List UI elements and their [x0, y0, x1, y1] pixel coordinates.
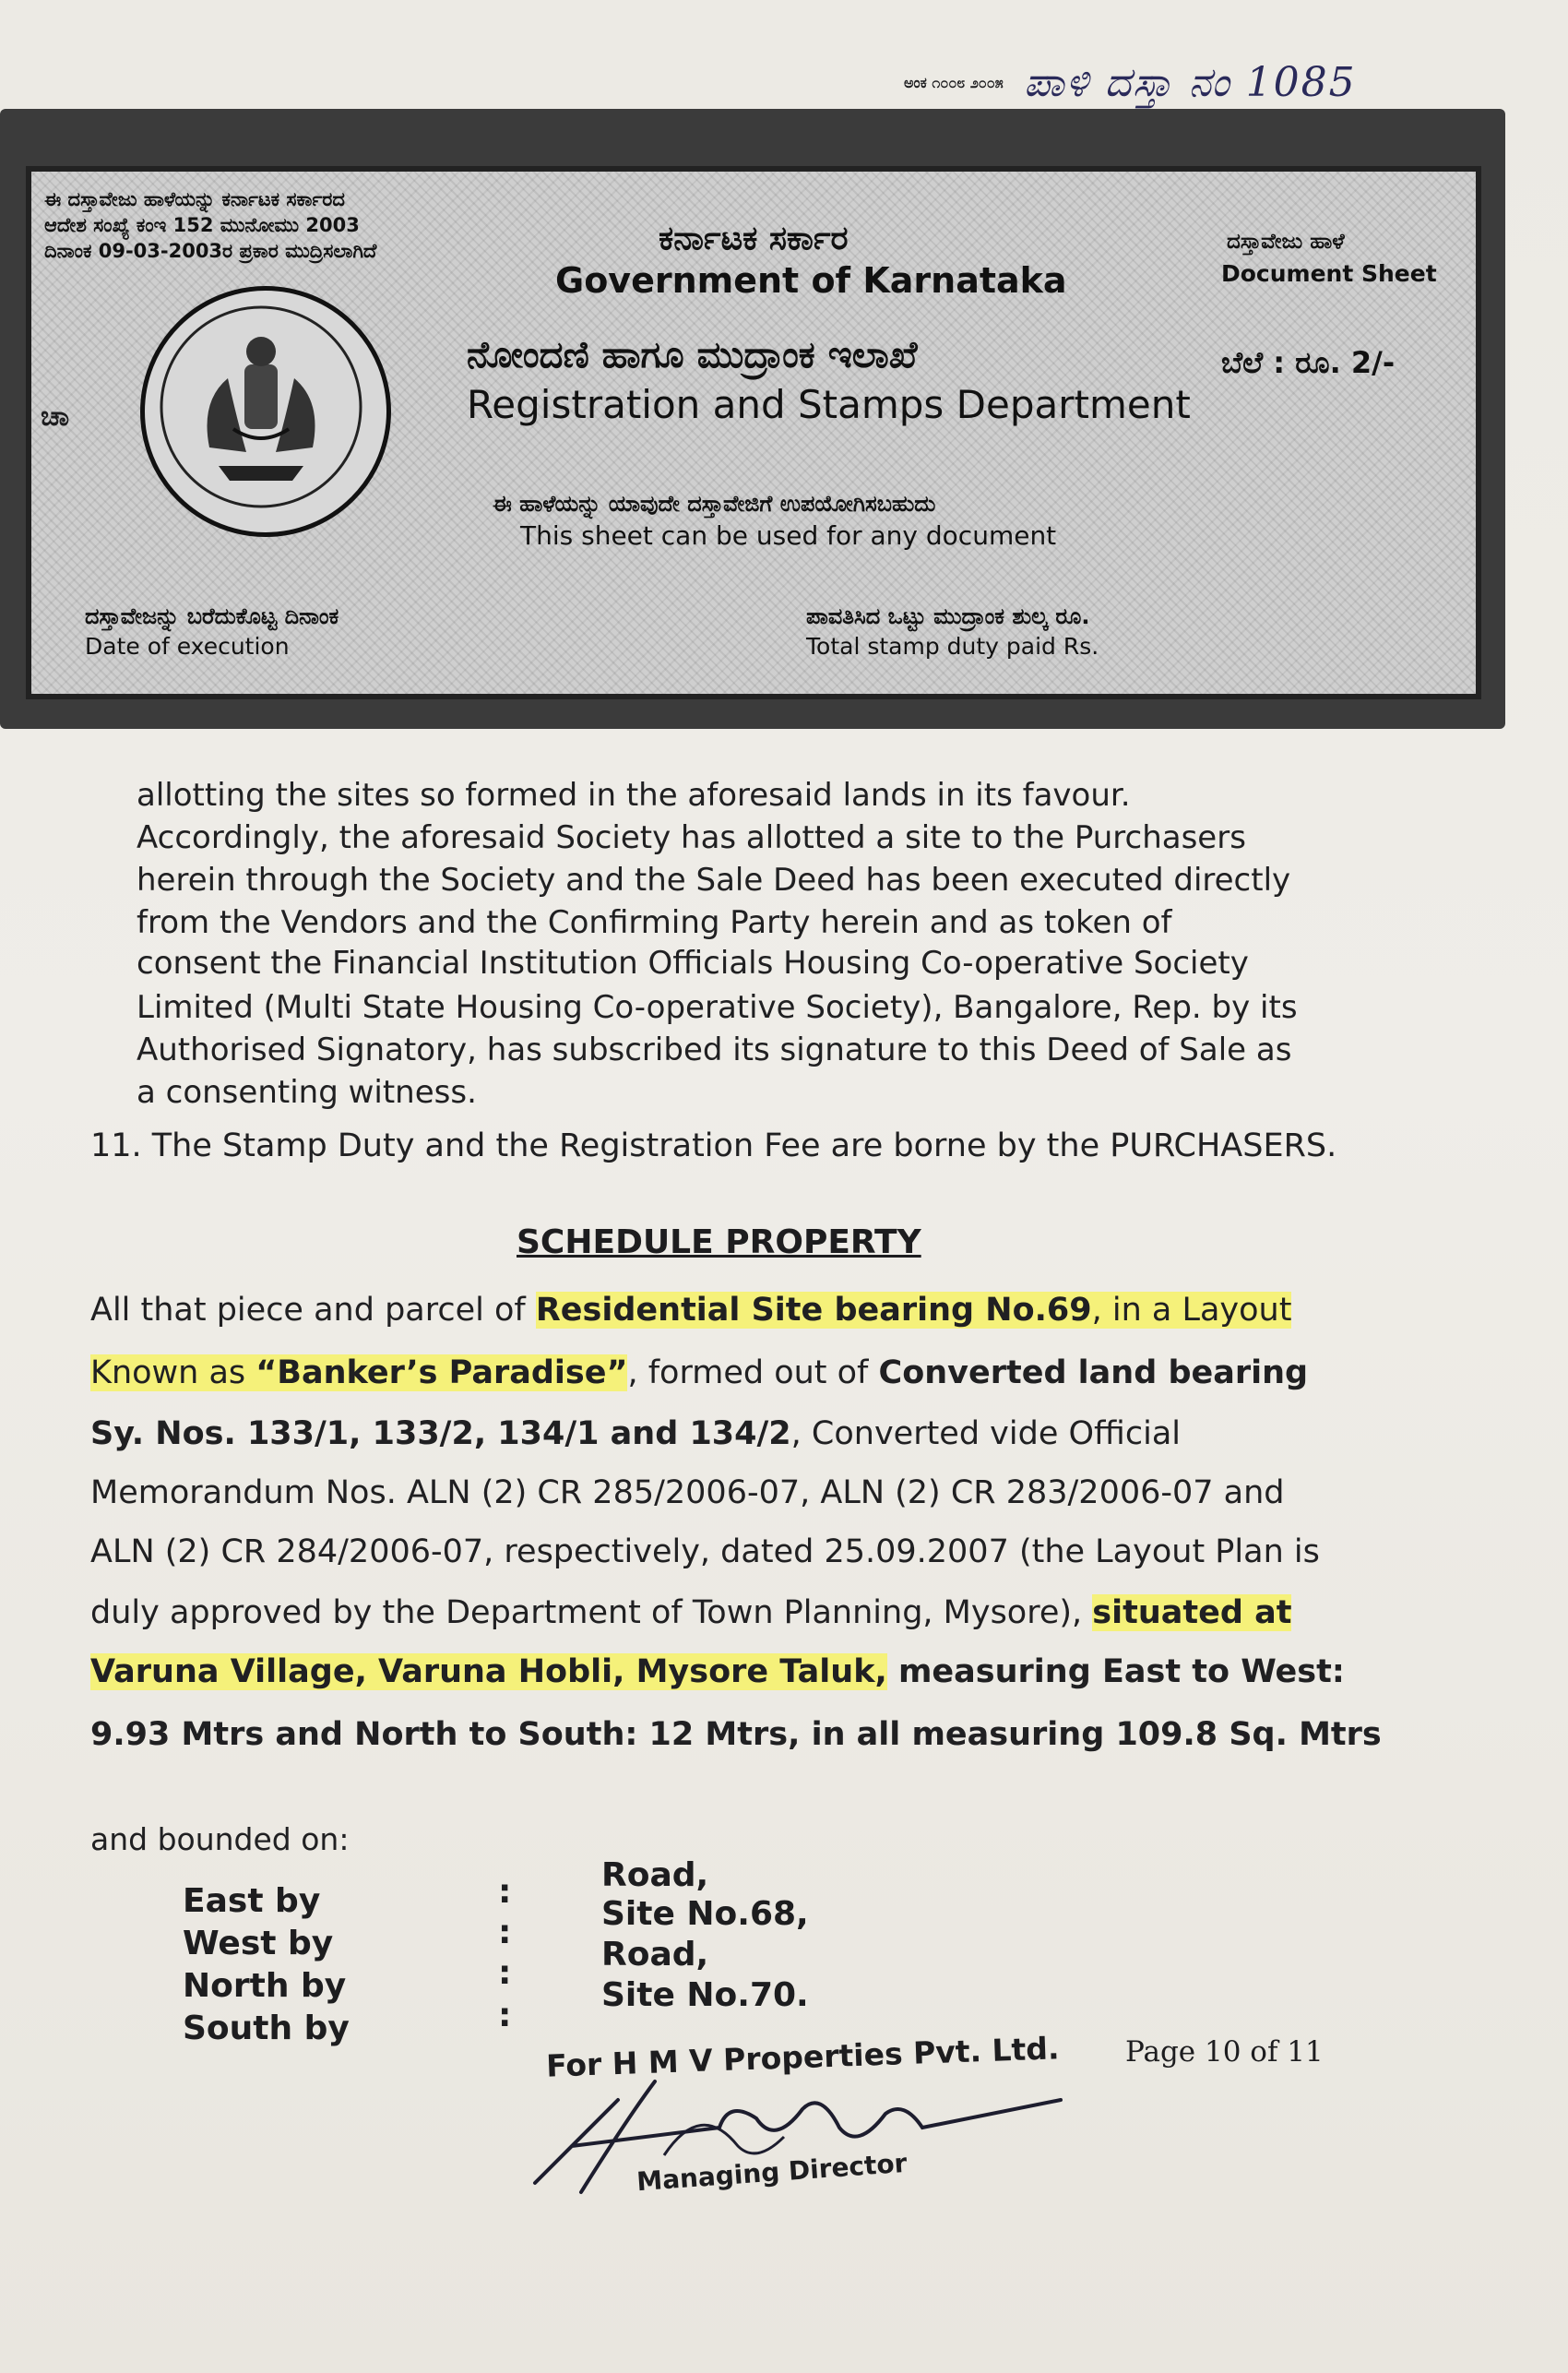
sheet-price: ಬೆಲೆ : ರೂ. 2/- [1221, 345, 1396, 380]
stamp-paper-header [0, 109, 1505, 729]
government-title-kannada: ಕರ್ನಾಟಕ ಸರ್ಕಾರ [659, 220, 849, 257]
schedule-line-2 [90, 1354, 1308, 1391]
date-of-execution-kannada: ದಸ್ತಾವೇಜನ್ನು ಬರೆದುಕೊಟ್ಟ ದಿನಾಂಕ [85, 603, 339, 629]
top-serial: ಅಂಕ ೧೦೦೮ ೨೦೦೫ [904, 74, 1004, 91]
page-number: Page 10 of 11 [1125, 2035, 1324, 2069]
schedule-text: All that piece and parcel of [90, 1292, 536, 1329]
boundary-colon: : [498, 1997, 512, 2034]
schedule-line-7 [90, 1653, 1345, 1690]
schedule-line-4: Memorandum Nos. ALN (2) CR 285/2006-07, ALN (2) CR 283/2006-07 and [90, 1474, 1285, 1511]
paragraph-line: Authorised Signatory, has subscribed its signature to this Deed of Sale as [137, 1031, 1292, 1068]
schedule-text: Known as [90, 1354, 256, 1391]
schedule-text: duly approved by the Department of Town Planning, Mysore), [90, 1594, 1093, 1631]
boundary-colon: : [498, 1873, 512, 1911]
usage-note-kannada: ಈ ಹಾಳೆಯನ್ನು ಯಾವುದೇ ದಸ್ತಾವೇಜಿಗೆ ಉಪಯೋಗಿಸಬಹುದು [493, 491, 936, 517]
boundary-colon: : [498, 1954, 512, 1992]
boundary-value: Site No.68, [601, 1895, 809, 1933]
paragraph-line: a consenting witness. [137, 1074, 477, 1111]
survey-numbers: Sy. Nos. 133/1, 133/2, 134/1 and 134/2 [90, 1415, 791, 1452]
schedule-line-9: and bounded on: [90, 1821, 350, 1857]
usage-note: This sheet can be used for any document [520, 520, 1057, 551]
schedule-line-3 [90, 1415, 1181, 1452]
government-title: Government of Karnataka [555, 260, 1067, 301]
sheet-prefix: ಚಾ [41, 400, 70, 433]
notice-line-2: ಆದೇಶ ಸಂಖ್ಯೆ ಕಂಇ 152 ಮುನೋಮು 2003 [44, 214, 360, 236]
paragraph-line: Limited (Multi State Housing Co-operative Society), Bangalore, Rep. by its [137, 989, 1298, 1026]
schedule-text: measuring East to West: [886, 1653, 1345, 1690]
department-title-kannada: ನೋಂದಣಿ ಹಾಗೂ ಮುದ್ರಾಂಕ ಇಲಾಖೆ [467, 334, 918, 376]
boundary-label: East by [183, 1882, 321, 1920]
signatory-designation: Managing Director [636, 2147, 909, 2198]
schedule-line-8: 9.93 Mtrs and North to South: 12 Mtrs, in all measuring 109.8 Sq. Mtrs [90, 1716, 1382, 1753]
stamp-duty-label: Total stamp duty paid Rs. [806, 633, 1099, 660]
paragraph-line: consent the Financial Institution Officials Housing Co-operative Society [137, 945, 1249, 982]
schedule-line-5: ALN (2) CR 284/2006-07, respectively, dated 25.09.2007 (the Layout Plan is [90, 1533, 1320, 1570]
schedule-text: , Converted vide Official [790, 1415, 1182, 1452]
paragraph-line: from the Vendors and the Confirming Party herein and as token of [137, 904, 1172, 941]
document-sheet-label: Document Sheet [1221, 260, 1437, 287]
company-seal-text: For H M V Properties Pvt. Ltd. [545, 2030, 1061, 2084]
boundary-label: West by [183, 1925, 334, 1962]
boundary-label: South by [183, 2009, 350, 2047]
site-number: Residential Site bearing No.69 [535, 1292, 1092, 1329]
clause-11: 11. The Stamp Duty and the Registration Fee are borne by the PURCHASERS. [90, 1127, 1337, 1164]
notice-line-1: ಈ ದಸ್ತಾವೇಜು ಹಾಳೆಯನ್ನು ಕರ್ನಾಟಕ ಸರ್ಕಾರದ [44, 188, 345, 210]
schedule-line-6 [90, 1594, 1291, 1631]
notice-line-3: ದಿನಾಂಕ 09-03-2003ರ ಪ್ರಕಾರ ಮುದ್ರಿಸಲಾಗಿದೆ [44, 240, 377, 262]
stamp-paper-panel [26, 166, 1481, 699]
property-location: Varuna Village, Varuna Hobli, Mysore Taluk, [90, 1653, 887, 1690]
boundary-label: North by [183, 1967, 347, 2005]
boundary-value: Road, [601, 1856, 709, 1894]
date-of-execution-label: Date of execution [85, 633, 290, 660]
department-title: Registration and Stamps Department [467, 382, 1191, 427]
schedule-heading: SCHEDULE PROPERTY [517, 1223, 921, 1261]
document-sheet-kannada: ದಸ್ತಾವೇಜು ಹಾಳೆ [1227, 230, 1345, 254]
boundary-colon: : [498, 1914, 512, 1951]
schedule-text: situated at [1092, 1594, 1292, 1631]
top-handwritten-note: ಪಾಳಿ ದಸ್ತಾ ನಂ 1085 [1024, 59, 1357, 106]
karnataka-emblem-icon [140, 286, 391, 537]
schedule-text: , formed out of [627, 1354, 879, 1391]
stamp-duty-kannada: ಪಾವತಿಸಿದ ಒಟ್ಟು ಮುದ್ರಾಂಕ ಶುಲ್ಕ ರೂ. [806, 603, 1090, 629]
layout-name: “Banker’s Paradise” [255, 1354, 628, 1391]
schedule-text: Converted land bearing [878, 1354, 1309, 1391]
schedule-line-1 [90, 1292, 1291, 1329]
boundary-value: Site No.70. [601, 1976, 809, 2014]
paragraph-line: Accordingly, the aforesaid Society has allotted a site to the Purchasers [137, 819, 1246, 856]
schedule-text: , in a Layout [1091, 1292, 1292, 1329]
paragraph-line: herein through the Society and the Sale Deed has been executed directly [137, 862, 1291, 899]
boundary-value: Road, [601, 1936, 709, 1974]
paragraph-line: allotting the sites so formed in the aforesaid lands in its favour. [137, 777, 1131, 814]
